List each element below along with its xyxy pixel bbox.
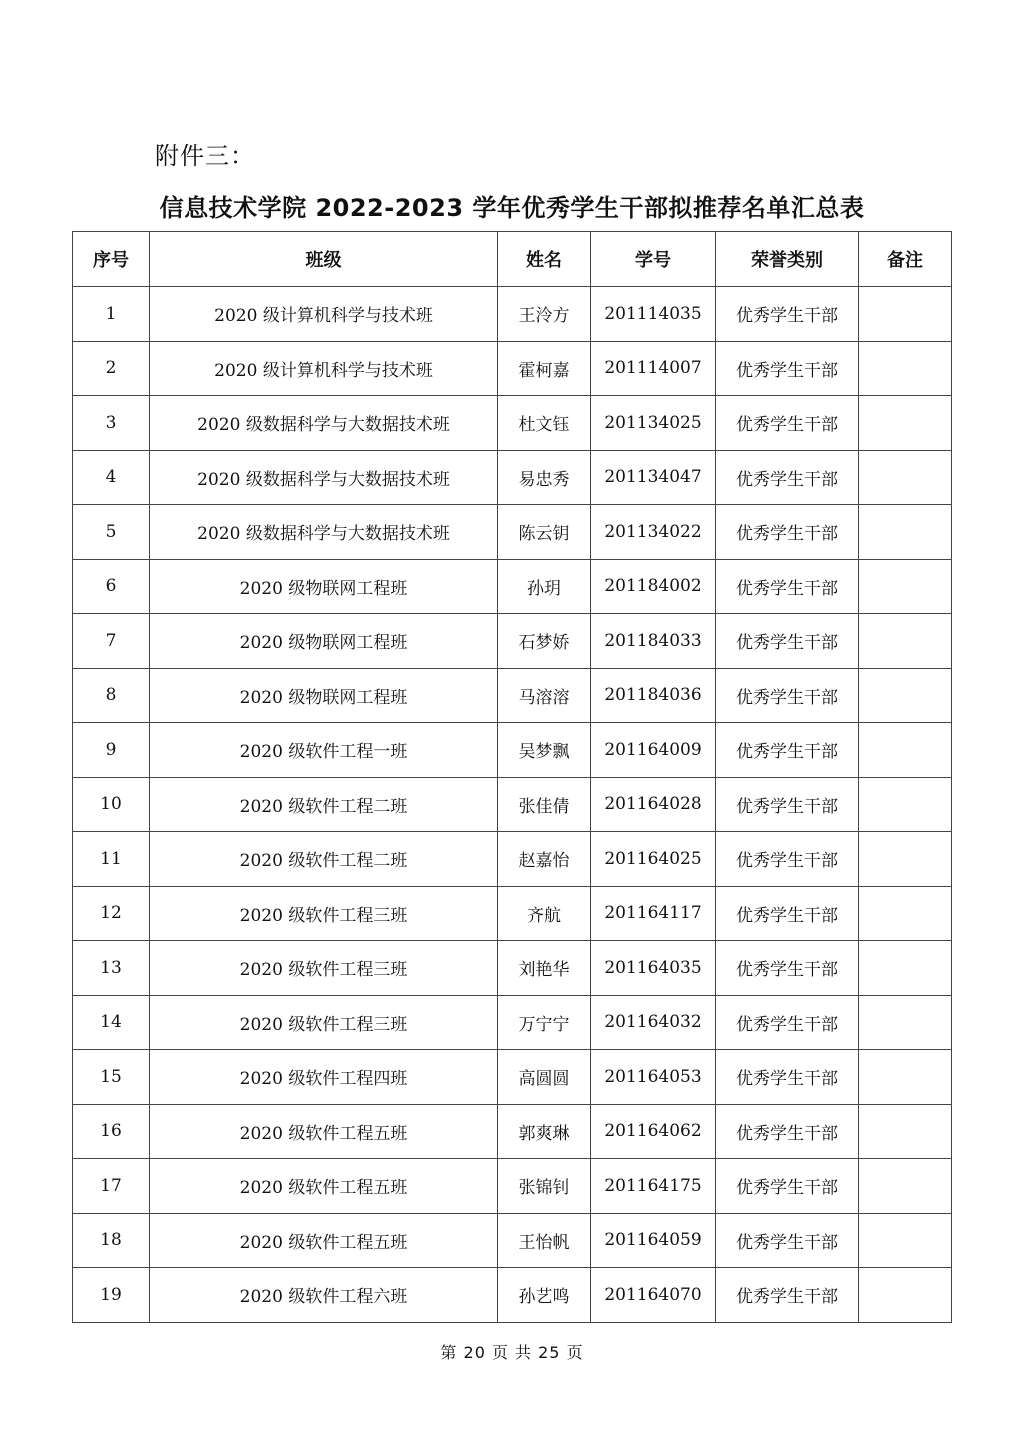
table-row	[73, 559, 952, 614]
cell-remarks	[859, 941, 952, 996]
cell-honor-type: 优秀学生干部	[716, 941, 859, 996]
cell-index: 2	[73, 341, 150, 396]
cell-remarks	[859, 723, 952, 778]
cell-index: 12	[73, 886, 150, 941]
cell-class: 2020 级计算机科学与技术班	[150, 341, 498, 396]
table-row	[73, 505, 952, 560]
cell-name: 王怡帆	[498, 1213, 591, 1268]
cell-name: 高圆圆	[498, 1050, 591, 1105]
cell-student-id: 201164032	[591, 995, 716, 1050]
cell-class: 2020 级软件工程五班	[150, 1159, 498, 1214]
cell-student-id: 201164059	[591, 1213, 716, 1268]
cell-student-id: 201184033	[591, 614, 716, 669]
cell-name: 吴梦飘	[498, 723, 591, 778]
cell-class: 2020 级计算机科学与技术班	[150, 287, 498, 342]
cell-class: 2020 级数据科学与大数据技术班	[150, 505, 498, 560]
cell-name: 张佳倩	[498, 777, 591, 832]
cell-index: 19	[73, 1268, 150, 1323]
cell-student-id: 201164070	[591, 1268, 716, 1323]
cell-honor-type: 优秀学生干部	[716, 396, 859, 451]
header-student-id: 学号	[591, 232, 716, 287]
cell-remarks	[859, 1268, 952, 1323]
cell-student-id: 201184036	[591, 668, 716, 723]
cell-name: 孙玥	[498, 559, 591, 614]
table-row	[73, 886, 952, 941]
cell-student-id: 201164062	[591, 1104, 716, 1159]
cell-honor-type: 优秀学生干部	[716, 723, 859, 778]
cell-remarks	[859, 614, 952, 669]
cell-name: 马溶溶	[498, 668, 591, 723]
cell-remarks	[859, 1213, 952, 1268]
cell-remarks	[859, 396, 952, 451]
cell-honor-type: 优秀学生干部	[716, 995, 859, 1050]
cell-student-id: 201164025	[591, 832, 716, 887]
table-row	[73, 341, 952, 396]
page-footer: 第 20 页 共 25 页	[440, 1343, 584, 1362]
table-row	[73, 450, 952, 505]
cell-name: 万宁宁	[498, 995, 591, 1050]
cell-honor-type: 优秀学生干部	[716, 777, 859, 832]
header-remarks: 备注	[859, 232, 952, 287]
cell-remarks	[859, 777, 952, 832]
cell-class: 2020 级物联网工程班	[150, 559, 498, 614]
cell-name: 霍柯嘉	[498, 341, 591, 396]
cell-class: 2020 级软件工程三班	[150, 886, 498, 941]
cell-class: 2020 级软件工程六班	[150, 1268, 498, 1323]
table-row	[73, 995, 952, 1050]
cell-student-id: 201164053	[591, 1050, 716, 1105]
table-row	[73, 614, 952, 669]
cell-name: 杜文钰	[498, 396, 591, 451]
cell-student-id: 201114035	[591, 287, 716, 342]
cell-index: 13	[73, 941, 150, 996]
cell-student-id: 201164175	[591, 1159, 716, 1214]
cell-remarks	[859, 1050, 952, 1105]
cell-remarks	[859, 995, 952, 1050]
cell-index: 17	[73, 1159, 150, 1214]
document-title: 信息技术学院 2022-2023 学年优秀学生干部拟推荐名单汇总表	[159, 194, 865, 222]
cell-honor-type: 优秀学生干部	[716, 341, 859, 396]
cell-honor-type: 优秀学生干部	[716, 1159, 859, 1214]
cell-honor-type: 优秀学生干部	[716, 1104, 859, 1159]
cell-student-id: 201164028	[591, 777, 716, 832]
cell-honor-type: 优秀学生干部	[716, 559, 859, 614]
header-class: 班级	[150, 232, 498, 287]
cell-class: 2020 级软件工程二班	[150, 832, 498, 887]
cell-class: 2020 级数据科学与大数据技术班	[150, 450, 498, 505]
cell-name: 王泠方	[498, 287, 591, 342]
cell-index: 6	[73, 559, 150, 614]
cell-index: 9	[73, 723, 150, 778]
table-row	[73, 396, 952, 451]
cell-remarks	[859, 886, 952, 941]
cell-student-id: 201134047	[591, 450, 716, 505]
cell-class: 2020 级软件工程五班	[150, 1213, 498, 1268]
cell-index: 16	[73, 1104, 150, 1159]
table-row	[73, 832, 952, 887]
cell-class: 2020 级物联网工程班	[150, 614, 498, 669]
cell-remarks	[859, 341, 952, 396]
cell-index: 18	[73, 1213, 150, 1268]
cell-honor-type: 优秀学生干部	[716, 832, 859, 887]
cell-honor-type: 优秀学生干部	[716, 668, 859, 723]
cell-index: 4	[73, 450, 150, 505]
cell-student-id: 201184002	[591, 559, 716, 614]
cell-remarks	[859, 287, 952, 342]
recommendation-table	[72, 231, 952, 1323]
cell-index: 7	[73, 614, 150, 669]
cell-honor-type: 优秀学生干部	[716, 450, 859, 505]
cell-student-id: 201134025	[591, 396, 716, 451]
table-row	[73, 777, 952, 832]
cell-class: 2020 级软件工程一班	[150, 723, 498, 778]
cell-honor-type: 优秀学生干部	[716, 505, 859, 560]
cell-honor-type: 优秀学生干部	[716, 287, 859, 342]
cell-index: 1	[73, 287, 150, 342]
cell-honor-type: 优秀学生干部	[716, 1050, 859, 1105]
table-row	[73, 941, 952, 996]
table-row	[73, 1159, 952, 1214]
cell-class: 2020 级物联网工程班	[150, 668, 498, 723]
cell-remarks	[859, 668, 952, 723]
header-name: 姓名	[498, 232, 591, 287]
cell-index: 10	[73, 777, 150, 832]
cell-student-id: 201164117	[591, 886, 716, 941]
cell-index: 15	[73, 1050, 150, 1105]
cell-remarks	[859, 559, 952, 614]
cell-index: 11	[73, 832, 150, 887]
cell-remarks	[859, 832, 952, 887]
cell-name: 陈云钥	[498, 505, 591, 560]
cell-student-id: 201114007	[591, 341, 716, 396]
header-row	[73, 232, 952, 287]
cell-name: 石梦娇	[498, 614, 591, 669]
cell-index: 3	[73, 396, 150, 451]
cell-name: 刘艳华	[498, 941, 591, 996]
table-row	[73, 1104, 952, 1159]
table-row	[73, 287, 952, 342]
cell-class: 2020 级软件工程四班	[150, 1050, 498, 1105]
cell-class: 2020 级软件工程三班	[150, 941, 498, 996]
header-honor-type: 荣誉类别	[716, 232, 859, 287]
cell-remarks	[859, 505, 952, 560]
cell-remarks	[859, 1104, 952, 1159]
cell-name: 易忠秀	[498, 450, 591, 505]
table-row	[73, 1268, 952, 1323]
cell-class: 2020 级软件工程二班	[150, 777, 498, 832]
cell-name: 郭爽琳	[498, 1104, 591, 1159]
cell-name: 张锦钊	[498, 1159, 591, 1214]
cell-name: 孙艺鸣	[498, 1268, 591, 1323]
cell-honor-type: 优秀学生干部	[716, 1268, 859, 1323]
cell-name: 赵嘉怡	[498, 832, 591, 887]
cell-honor-type: 优秀学生干部	[716, 614, 859, 669]
annex-label: 附件三：	[155, 142, 255, 170]
cell-honor-type: 优秀学生干部	[716, 1213, 859, 1268]
cell-student-id: 201134022	[591, 505, 716, 560]
cell-index: 14	[73, 995, 150, 1050]
table-row	[73, 1213, 952, 1268]
cell-index: 5	[73, 505, 150, 560]
table-row	[73, 1050, 952, 1105]
cell-class: 2020 级软件工程三班	[150, 995, 498, 1050]
header-index: 序号	[73, 232, 150, 287]
cell-remarks	[859, 1159, 952, 1214]
table-row	[73, 723, 952, 778]
cell-honor-type: 优秀学生干部	[716, 886, 859, 941]
cell-student-id: 201164035	[591, 941, 716, 996]
cell-index: 8	[73, 668, 150, 723]
cell-name: 齐航	[498, 886, 591, 941]
cell-remarks	[859, 450, 952, 505]
cell-student-id: 201164009	[591, 723, 716, 778]
cell-class: 2020 级数据科学与大数据技术班	[150, 396, 498, 451]
cell-class: 2020 级软件工程五班	[150, 1104, 498, 1159]
table-row	[73, 668, 952, 723]
